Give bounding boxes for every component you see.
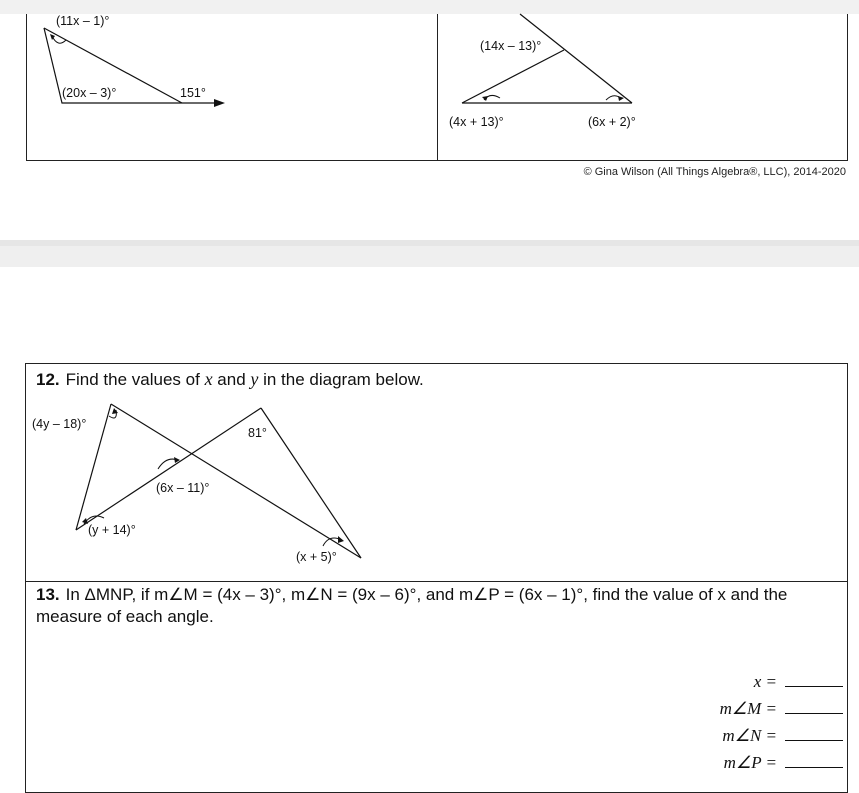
answer-row-m <box>720 699 843 726</box>
problem-12-text-1: Find the values of <box>65 370 205 389</box>
left-angle-top: (11x – 1)° <box>56 14 110 28</box>
copyright-notice: © Gina Wilson (All Things Algebra®, LLC), 2014-2020 <box>583 166 846 178</box>
answer-blank-x[interactable] <box>785 672 843 687</box>
answer-row-n <box>720 726 843 753</box>
answer-blank-n[interactable] <box>785 726 843 741</box>
problem-12 <box>26 364 847 582</box>
left-triangle-diagram <box>44 14 225 107</box>
left-angle-bottom: (20x – 3)° <box>62 86 117 100</box>
answer-label-x: x = <box>753 672 777 691</box>
top-diagrams <box>0 0 859 170</box>
right-angle-left: (4x + 13)° <box>449 115 504 129</box>
p12-angle-bottom-left: (y + 14)° <box>88 523 136 537</box>
problem-13-answers <box>720 672 843 780</box>
problem-12-var-x: x <box>204 369 213 389</box>
problem-12-var-y: y <box>250 369 259 389</box>
answer-label-n: m∠N = <box>722 726 777 745</box>
p12-angle-top-right: 81° <box>248 426 267 440</box>
p12-angle-top-left: (4y – 18)° <box>32 417 87 431</box>
right-angle-top: (14x – 13)° <box>480 39 542 53</box>
right-triangle-diagram <box>449 14 636 129</box>
problem-12-diagram <box>26 364 849 581</box>
problem-12-text-2: and <box>212 370 251 389</box>
page-break-gap <box>0 240 859 267</box>
p12-angle-bottom-right: (x + 5)° <box>296 550 337 564</box>
problem-13-number: 13. <box>36 585 60 604</box>
answer-blank-p[interactable] <box>785 753 843 768</box>
right-angle-right: (6x + 2)° <box>588 115 636 129</box>
answer-label-p: m∠P = <box>723 753 777 772</box>
problem-12-text-3: in the diagram below. <box>258 370 424 389</box>
left-angle-exterior: 151° <box>180 86 206 100</box>
answer-label-m: m∠M = <box>719 699 777 718</box>
p12-angle-middle: (6x – 11)° <box>156 481 210 495</box>
answer-row-x <box>720 672 843 699</box>
answer-blank-m[interactable] <box>785 699 843 714</box>
problem-13-text: In ΔMNP, if m∠M = (4x – 3)°, m∠N = (9x – 6)°, and m∠P = (6x – 1)°, find the value of x and the measure of each angle. <box>36 585 788 626</box>
problem-12-number: 12. <box>36 370 60 389</box>
answer-row-p <box>720 753 843 780</box>
problem-13-prompt <box>36 584 836 628</box>
